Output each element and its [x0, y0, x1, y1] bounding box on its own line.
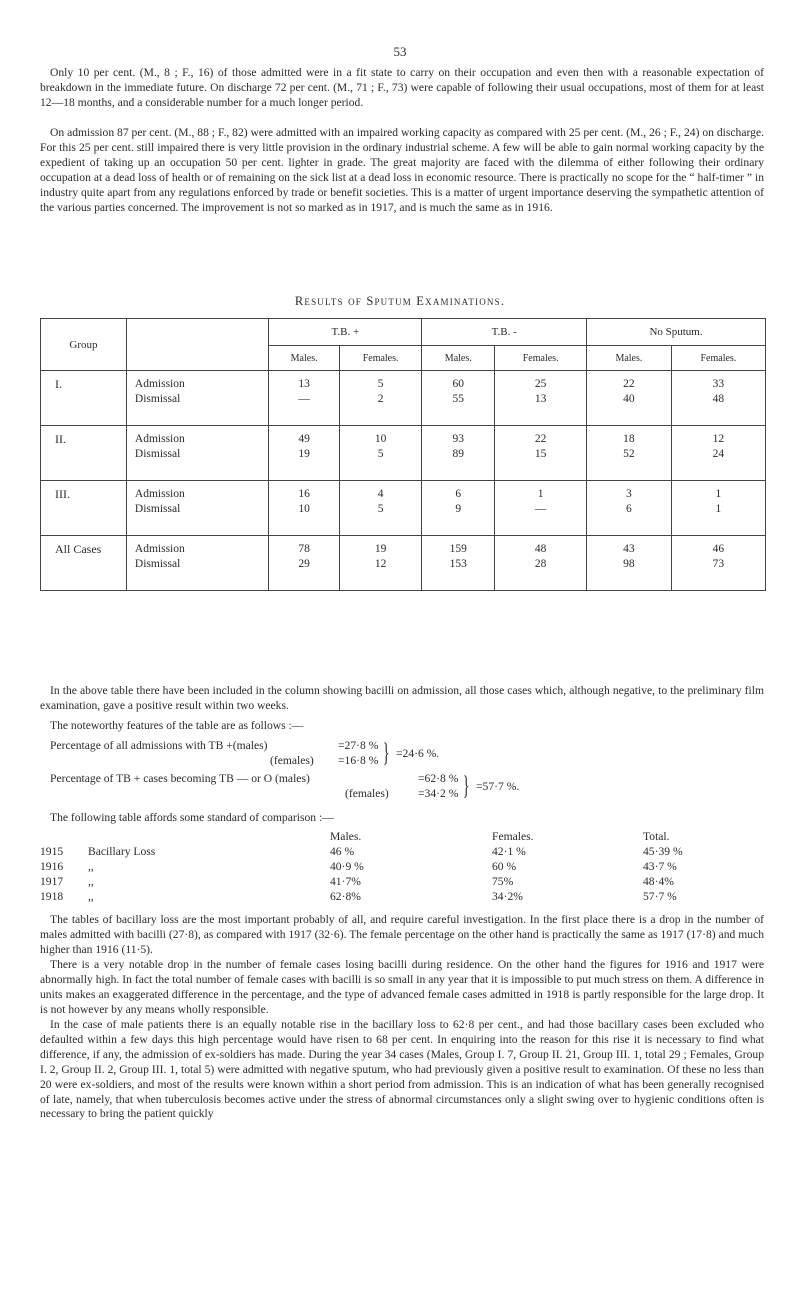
- comparison-label: ,,: [88, 875, 94, 888]
- group-cell: II.: [41, 426, 127, 481]
- paragraph-working-capacity: On admission 87 per cent. (M., 88 ; F., 82) were admitted with an impaired working capacity as compared with 25 per cent. (M., 26 ; F., 24) on discharge. For this 25 per cent. still impaired there is very little provision in the ordinary industrial scheme. A few will be able to gain normal working capacity by the expedient of taking up an occupation 50 per cent. lighter in grade. The great majority are faced with the dilemma of either following their ordinary occupation at a dead loss of health or of remaining on the sick list at a dead loss in economic resource. There is practically no scope for the “ half-timer ” in industry quite apart from any regulations enforced by trade or benefit societies. This is a matter of urgent importance deserving the sympathetic attention of the various parties concerned. The improvement is not so marked as in 1917, and is much the same as in 1916.: [40, 126, 764, 214]
- value-cell: [671, 481, 765, 536]
- dismissal-value: 12: [374, 558, 387, 570]
- value-cell: [339, 371, 421, 426]
- admission-label: Admission: [134, 433, 185, 445]
- sub-header: Females.: [339, 346, 421, 371]
- comparison-females: 60 %: [492, 860, 517, 873]
- value-cell: [339, 481, 421, 536]
- comparison-females: 42·1 %: [492, 845, 526, 858]
- value-cell: [422, 371, 495, 426]
- admission-value: 93: [452, 433, 465, 445]
- dismissal-label: Dismissal: [134, 503, 181, 515]
- group-cell: III.: [41, 481, 127, 536]
- dismissal-value: 55: [452, 393, 465, 405]
- table-row: [41, 426, 766, 481]
- sub-header: Females.: [495, 346, 587, 371]
- admission-value: 22: [623, 378, 635, 390]
- brace-icon: }: [462, 771, 470, 800]
- tb-negative-header: T.B. -: [422, 319, 587, 346]
- group-header: Group: [41, 319, 127, 371]
- sub-header: Females.: [671, 346, 765, 371]
- admission-value: 1: [537, 488, 544, 500]
- dismissal-value: 29: [298, 558, 310, 570]
- value-cell: [671, 371, 765, 426]
- label-cell: [126, 371, 268, 426]
- pct1-females: =16·8 %: [338, 754, 379, 767]
- dismissal-value: 5: [377, 448, 384, 460]
- dismissal-value: 9: [455, 503, 462, 515]
- comparison-header: Total.: [643, 830, 670, 843]
- dismissal-value: 2: [377, 393, 384, 405]
- admission-value: 18: [623, 433, 635, 445]
- pct2-females: =34·2 %: [418, 787, 459, 800]
- dismissal-label: Dismissal: [134, 393, 181, 405]
- comparison-year: 1915: [40, 845, 64, 858]
- brace-icon: }: [382, 738, 390, 767]
- table-row: [41, 371, 766, 426]
- label-header: [126, 319, 268, 371]
- admission-label: Admission: [134, 378, 185, 390]
- admission-value: 43: [623, 543, 635, 555]
- admission-value: 19: [374, 543, 387, 555]
- comparison-header: Females.: [492, 830, 534, 843]
- comparison-row: [40, 890, 760, 905]
- pct1-total: =24·6 %.: [396, 747, 440, 760]
- dismissal-value: 13: [534, 393, 547, 405]
- dismissal-value: —: [534, 503, 547, 515]
- admission-value: 1: [715, 488, 722, 500]
- admission-value: 6: [455, 488, 462, 500]
- table-row: [41, 536, 766, 591]
- dismissal-label: Dismissal: [134, 448, 181, 460]
- admission-value: 46: [712, 543, 725, 555]
- value-cell: [422, 481, 495, 536]
- comparison-males: 41·7%: [330, 875, 361, 888]
- paragraph-comparison-intro: The following table affords some standard of comparison :—: [50, 811, 334, 824]
- dismissal-value: 1: [715, 503, 722, 515]
- value-cell: [587, 371, 672, 426]
- tb-positive-header: T.B. +: [269, 319, 422, 346]
- value-cell: [495, 426, 587, 481]
- admission-value: 25: [534, 378, 547, 390]
- paragraph-features-intro: The noteworthy features of the table are as follows :—: [50, 719, 304, 732]
- value-cell: [587, 426, 672, 481]
- admission-value: 12: [712, 433, 725, 445]
- dismissal-value: 15: [534, 448, 547, 460]
- percentage-conversion-block: [40, 771, 760, 801]
- value-cell: [422, 426, 495, 481]
- dismissal-value: 19: [298, 448, 310, 460]
- page-number: 53: [393, 44, 407, 59]
- pct2-males: =62·8 %: [418, 772, 459, 785]
- dismissal-value: 73: [712, 558, 725, 570]
- sub-header: Males.: [587, 346, 672, 371]
- comparison-label: ,,: [88, 860, 94, 873]
- value-cell: [339, 536, 421, 591]
- admission-value: 159: [449, 543, 467, 555]
- admission-value: 49: [298, 433, 310, 445]
- comparison-total: 43·7 %: [643, 860, 677, 873]
- value-cell: [587, 481, 672, 536]
- comparison-row: [40, 875, 760, 890]
- dismissal-value: 6: [626, 503, 632, 515]
- label-cell: [126, 426, 268, 481]
- comparison-row: [40, 860, 760, 875]
- value-cell: [339, 426, 421, 481]
- admission-value: 3: [626, 488, 632, 500]
- dismissal-value: 40: [623, 393, 635, 405]
- pct2-label: Percentage of TB + cases becoming TB — or O (males): [50, 772, 310, 785]
- dismissal-value: 10: [298, 503, 310, 515]
- admission-value: 13: [298, 378, 310, 390]
- value-cell: [495, 536, 587, 591]
- comparison-header: Males.: [330, 830, 362, 843]
- pct1-label: Percentage of all admissions with TB +(males): [50, 739, 268, 752]
- admission-value: 10: [374, 433, 387, 445]
- comparison-total: 45·39 %: [643, 845, 683, 858]
- comparison-females: 34·2%: [492, 890, 523, 903]
- dismissal-value: 98: [623, 558, 635, 570]
- sputum-results-table: [40, 318, 766, 591]
- table-title: Results of Sputum Examinations.: [294, 294, 506, 308]
- table-row: [41, 481, 766, 536]
- admission-value: 16: [298, 488, 310, 500]
- value-cell: [671, 536, 765, 591]
- paragraph-occupation-fitness: Only 10 per cent. (M., 8 ; F., 16) of those admitted were in a fit state to carry on their occupation and even then with a reasonable expectation of breakdown in the immediate future. On discharge 72 per cent. (M., 71 ; F., 73) were capable of following their usual occupations, most of them for at least 12—18 months, and a considerable number for a much longer period.: [40, 66, 764, 109]
- pct1-males: =27·8 %: [338, 739, 379, 752]
- comparison-year: 1917: [40, 875, 64, 888]
- dismissal-value: 52: [623, 448, 635, 460]
- admission-label: Admission: [134, 488, 185, 500]
- dismissal-value: 89: [452, 448, 465, 460]
- value-cell: [269, 426, 340, 481]
- pct2-females-label: (females): [345, 787, 389, 800]
- dismissal-value: 28: [534, 558, 547, 570]
- admission-value: 78: [298, 543, 310, 555]
- comparison-year: 1916: [40, 860, 64, 873]
- value-cell: [269, 481, 340, 536]
- comparison-males: 62·8%: [330, 890, 361, 903]
- dismissal-value: 5: [377, 503, 384, 515]
- admission-value: 5: [377, 378, 384, 390]
- comparison-header-row: [40, 830, 760, 845]
- comparison-males: 46 %: [330, 845, 355, 858]
- paragraph-male-patients: In the case of male patients there is an equally notable rise in the bacillary loss to 62·8 per cent., and had those bacillary cases been excluded who defaulted within a few days this high percentage would have risen to 68 per cent. In enquiring into the reason for this rise it is necessary to find what difference, if any, the admission of ex-soldiers has made. During the year 34 cases (Males, Group I. 7, Group II. 21, Group III. 1, total 29 ; Females, Group I. 2, Group II. 2, Group III. 1, total 5) were admitted with negative sputum, who had previously given a positive result to examination. Of these no less than 20 were ex-soldiers, and most of the results were known within a short period from admission. This is an indication of what has been generally recognised of late, namely, that when tuberculosis becomes active under the stress of abnormal circumstances only a slight swing over to hygienic conditions often is necessary to bring the patient quickly: [40, 1018, 764, 1121]
- label-cell: [126, 536, 268, 591]
- dismissal-value: —: [298, 393, 310, 405]
- dismissal-value: 48: [712, 393, 725, 405]
- sub-header: Males.: [422, 346, 495, 371]
- comparison-label: ,,: [88, 890, 94, 903]
- comparison-males: 40·9 %: [330, 860, 364, 873]
- dismissal-value: 153: [449, 558, 467, 570]
- comparison-females: 75%: [492, 875, 514, 888]
- paragraph-table-note: In the above table there have been included in the column showing bacilli on admission, all those cases which, although negative, to the preliminary film examination, gave a positive result within two weeks.: [40, 684, 764, 712]
- group-cell: I.: [41, 371, 127, 426]
- value-cell: [495, 481, 587, 536]
- admission-label: Admission: [134, 543, 185, 555]
- pct1-females-label: (females): [270, 754, 314, 767]
- value-cell: [269, 371, 340, 426]
- comparison-total: 48·4%: [643, 875, 674, 888]
- group-cell: All Cases: [41, 536, 127, 591]
- comparison-year: 1918: [40, 890, 64, 903]
- value-cell: [495, 371, 587, 426]
- comparison-row: [40, 845, 760, 860]
- admission-value: 33: [712, 378, 725, 390]
- admission-value: 60: [452, 378, 465, 390]
- paragraph-bacillary-loss: The tables of bacillary loss are the most important probably of all, and require careful investigation. In the first place there is a drop in the number of males admitted with bacilli (27·8), as compared with 1917 (32·6). The female percentage on the other hand is practically the same as 1917 (17·8) and much higher than 1916 (11·5).: [40, 913, 764, 956]
- value-cell: [422, 536, 495, 591]
- value-cell: [269, 536, 340, 591]
- comparison-label: Bacillary Loss: [88, 845, 156, 858]
- comparison-total: 57·7 %: [643, 890, 677, 903]
- value-cell: [587, 536, 672, 591]
- value-cell: [671, 426, 765, 481]
- no-sputum-header: No Sputum.: [587, 319, 766, 346]
- admission-value: 4: [377, 488, 384, 500]
- dismissal-value: 24: [712, 448, 725, 460]
- paragraph-female-cases: There is a very notable drop in the number of female cases losing bacilli during residence. On the other hand the figures for 1916 and 1917 were abnormally high. In fact the total number of female cases with bacilli is so small in any year that it is impossible to put much stress on them. A difference in units makes an exaggerated difference in the percentage, and the type of advanced female cases admitted in 1918 is partly responsible for the large drop. It is not however by any means wholly responsible.: [40, 958, 764, 1016]
- dismissal-label: Dismissal: [134, 558, 181, 570]
- percentage-admissions-block: [40, 738, 760, 768]
- admission-value: 22: [534, 433, 547, 445]
- admission-value: 48: [534, 543, 547, 555]
- label-cell: [126, 481, 268, 536]
- pct2-total: =57·7 %.: [476, 780, 520, 793]
- sub-header: Males.: [269, 346, 340, 371]
